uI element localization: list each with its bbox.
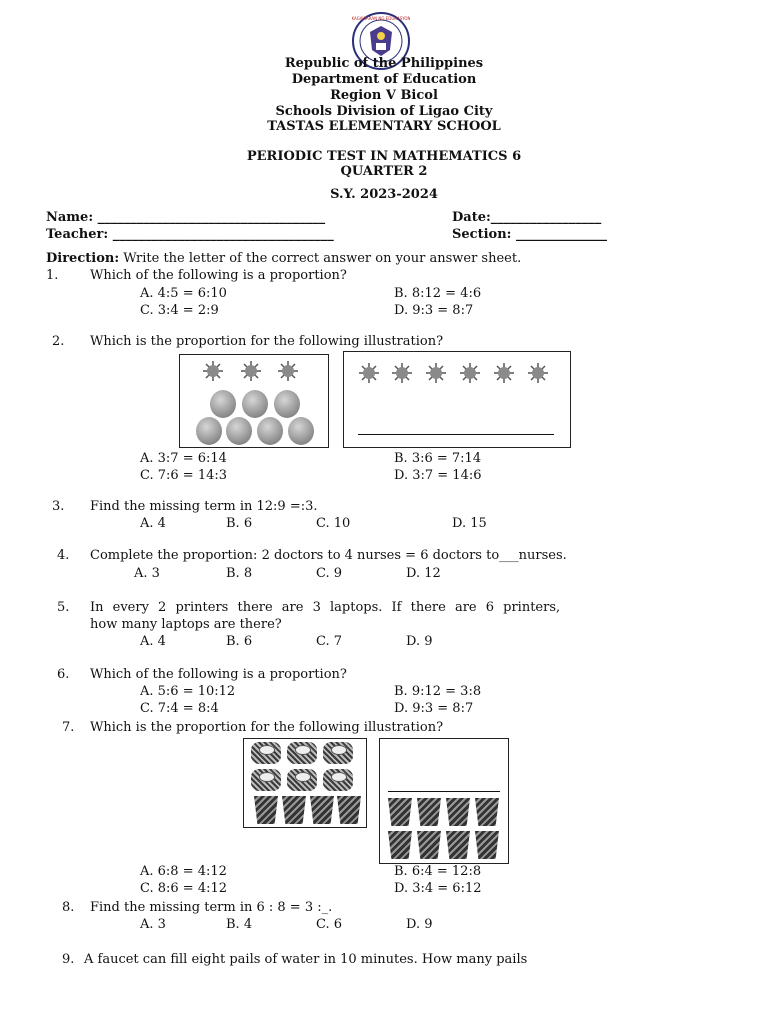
sun-icon (358, 362, 380, 384)
option-d: D. 3:4 = 6:12 (394, 881, 482, 896)
option-b: B. 3:6 = 7:14 (394, 451, 482, 466)
svg-text:KAGAWARAN NG EDUKASYON: KAGAWARAN NG EDUKASYON (352, 16, 410, 21)
question-number: 8. (62, 900, 75, 915)
option-d: D. 12 (406, 566, 441, 581)
question-text: Which of the following is a proportion? (90, 268, 347, 283)
header-division: Schools Division of Ligao City (275, 104, 493, 119)
question-number: 5. (57, 600, 70, 615)
option-b: B. 6 (226, 634, 253, 649)
option-c: C. 6 (316, 917, 343, 932)
egg-icon (288, 417, 314, 445)
question-text: In every 2 printers there are 3 laptops. If there are 6 printers, (90, 600, 561, 615)
header-republic: Republic of the Philippines (284, 56, 484, 71)
option-c: C. 7 (316, 634, 343, 649)
sun-icon (277, 360, 299, 382)
option-b: B. 8 (226, 566, 253, 581)
option-a: A. 3 (134, 566, 160, 581)
question-text: Find the missing term in 12:9 =:3. (90, 499, 318, 514)
question-number: 3. (52, 499, 65, 514)
option-a: A. 4 (140, 516, 166, 531)
answer-blank-line (388, 791, 500, 792)
option-d: D. 9:3 = 8:7 (394, 701, 474, 716)
question-number: 6. (57, 667, 70, 682)
direction-text: Write the letter of the correct answer on your answer sheet. (119, 251, 522, 266)
option-c: C. 10 (316, 516, 351, 531)
egg-icon (274, 390, 300, 418)
option-a: A. 4 (140, 634, 166, 649)
option-d: D. 9 (406, 917, 433, 932)
question-number: 4. (57, 548, 70, 563)
school-year: S.Y. 2023-2024 (330, 187, 438, 202)
option-d: D. 9 (406, 634, 433, 649)
option-b: B. 6:4 = 12:8 (394, 864, 482, 879)
option-a: A. 3:7 = 6:14 (140, 451, 227, 466)
header-region: Region V Bicol (330, 88, 438, 103)
sun-icon (202, 360, 224, 382)
answer-blank-line (358, 434, 554, 435)
question-text-cont: how many laptops are there? (90, 617, 282, 632)
question-text: Which is the proportion for the following illustration? (90, 720, 444, 735)
cup-icon (475, 798, 499, 826)
direction (46, 251, 521, 266)
option-b: B. 6 (226, 516, 253, 531)
sardine-can-icon (287, 742, 317, 764)
sun-icon (527, 362, 549, 384)
question-text: Complete the proportion: 2 doctors to 4 nurses = 6 doctors to___nurses. (90, 548, 567, 563)
option-b: B. 9:12 = 3:8 (394, 684, 482, 699)
option-d: D. 15 (452, 516, 487, 531)
date-field: Date:_________________ (452, 210, 602, 225)
egg-icon (210, 390, 236, 418)
question-text: Find the missing term in 6 : 8 = 3 :_. (90, 900, 333, 915)
sardine-can-icon (287, 769, 317, 791)
option-b: B. 8:12 = 4:6 (394, 286, 482, 301)
option-c: C. 7:6 = 14:3 (140, 468, 228, 483)
option-a: A. 5:6 = 10:12 (140, 684, 236, 699)
question-number: 9. (62, 952, 75, 967)
sardine-can-icon (251, 742, 281, 764)
question-number: 1. (46, 268, 59, 283)
option-a: A. 3 (140, 917, 166, 932)
question-number: 2. (52, 334, 65, 349)
question-number: 7. (62, 720, 75, 735)
egg-icon (196, 417, 222, 445)
teacher-field: Teacher: __________________________________ (46, 227, 334, 242)
illustration-suns-blank (343, 351, 571, 448)
quarter-label: QUARTER 2 (340, 164, 428, 179)
egg-icon (242, 390, 268, 418)
cup-icon (417, 831, 441, 859)
direction-label: Direction: (46, 251, 120, 266)
option-c: C. 3:4 = 2:9 (140, 303, 219, 318)
sun-icon (391, 362, 413, 384)
option-c: C. 8:6 = 4:12 (140, 881, 228, 896)
cup-icon (310, 796, 334, 824)
cup-icon (417, 798, 441, 826)
header-department: Department of Education (291, 72, 477, 87)
section-field: Section: ______________ (452, 227, 607, 242)
option-c: C. 7:4 = 8:4 (140, 701, 219, 716)
illustration-suns-eggs (179, 354, 329, 448)
egg-icon (226, 417, 252, 445)
question-text: Which of the following is a proportion? (90, 667, 347, 682)
sardine-can-icon (251, 769, 281, 791)
cup-icon (254, 796, 278, 824)
sun-icon (459, 362, 481, 384)
sun-icon (240, 360, 262, 382)
illustration-cans-cups (243, 738, 367, 828)
cup-icon (446, 798, 470, 826)
sardine-can-icon (323, 769, 353, 791)
cup-icon (475, 831, 499, 859)
sardine-can-icon (323, 742, 353, 764)
illustration-cups-blank (379, 738, 509, 864)
name-field: Name: ___________________________________ (46, 210, 326, 225)
option-b: B. 4 (226, 917, 253, 932)
egg-icon (257, 417, 283, 445)
cup-icon (388, 798, 412, 826)
test-title: PERIODIC TEST IN MATHEMATICS 6 (246, 149, 522, 164)
option-c: C. 9 (316, 566, 343, 581)
header-school: TASTAS ELEMENTARY SCHOOL (267, 119, 501, 134)
option-a: A. 4:5 = 6:10 (140, 286, 227, 301)
question-text: A faucet can fill eight pails of water in 10 minutes. How many pails (84, 952, 528, 967)
cup-icon (337, 796, 361, 824)
cup-icon (388, 831, 412, 859)
sun-icon (425, 362, 447, 384)
option-d: D. 3:7 = 14:6 (394, 468, 482, 483)
question-text: Which is the proportion for the following illustration? (90, 334, 444, 349)
cup-icon (446, 831, 470, 859)
sun-icon (493, 362, 515, 384)
option-d: D. 9:3 = 8:7 (394, 303, 474, 318)
option-a: A. 6:8 = 4:12 (140, 864, 227, 879)
cup-icon (282, 796, 306, 824)
